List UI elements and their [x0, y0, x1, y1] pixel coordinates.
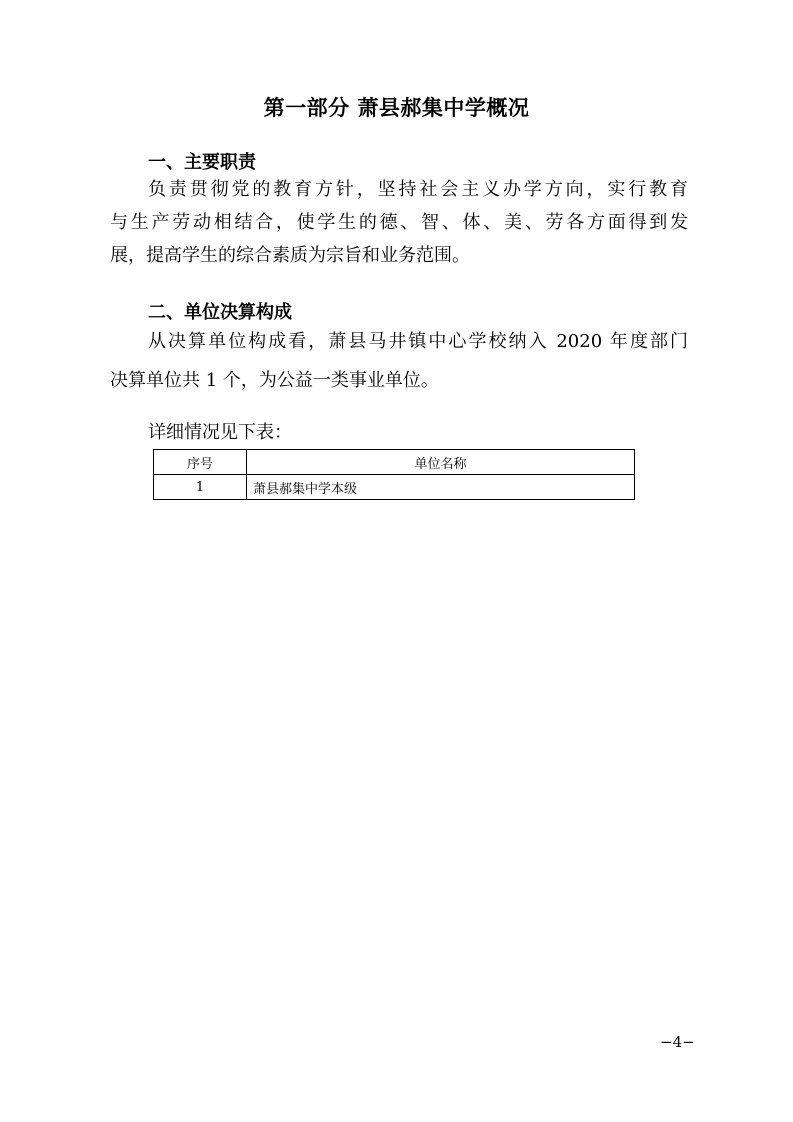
column-header-unit-name: 单位名称 [247, 450, 635, 475]
table-row [154, 475, 635, 500]
duties-line: 展，提高学生的综合素质为宗旨和业务范围。 [110, 245, 470, 266]
table-intro-note: 详细情况见下表： [148, 422, 292, 443]
page-number: −4− [660, 1033, 695, 1051]
table-header-row [154, 450, 635, 475]
table-cell-unit-name: 萧县郝集中学本级 [247, 475, 635, 500]
section-heading-composition: 二、单位决算构成 [148, 302, 292, 323]
section-heading-duties: 一、主要职责 [148, 152, 256, 173]
duties-line: 负责贯彻党的教育方针，坚持社会主义办学方向，实行教育 [148, 179, 688, 200]
composition-line: 决算单位共 1 个，为公益一类事业单位。 [110, 370, 439, 391]
units-table [153, 449, 635, 500]
composition-line: 从决算单位构成看，萧县马井镇中心学校纳入 2020 年度部门 [148, 331, 688, 352]
table-cell-seq: 1 [154, 475, 247, 500]
page-title: 第一部分 萧县郝集中学概况 [263, 96, 530, 120]
duties-paragraph [110, 173, 688, 272]
duties-line: 与生产劳动相结合，使学生的德、智、体、美、劳各方面得到发 [110, 212, 688, 233]
composition-paragraph [110, 325, 688, 397]
column-header-seq: 序号 [154, 450, 247, 475]
